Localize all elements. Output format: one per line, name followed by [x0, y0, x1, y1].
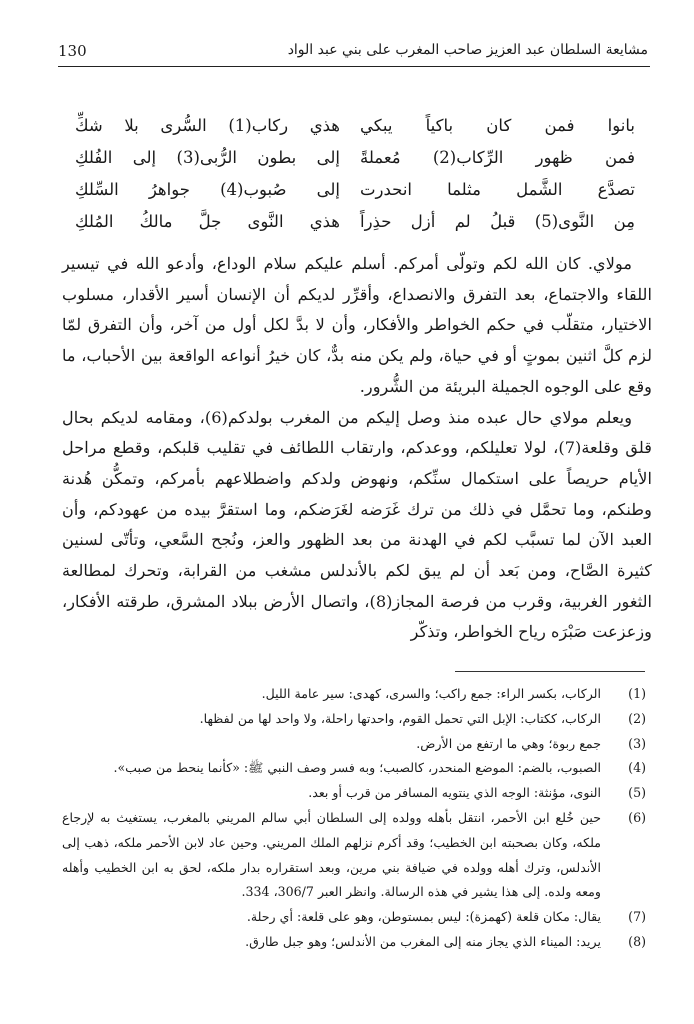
footnote: [62, 781, 646, 806]
footnote-number: (1): [628, 686, 646, 701]
footnote: [62, 732, 646, 757]
footnote-number: (7): [628, 909, 646, 925]
verse-line: [75, 180, 635, 210]
page-number: 130: [58, 42, 87, 60]
paragraph: ويعلم مولاي حال عبده منذ وصل إليكم من المغرب بولدكم(6)، ومقامه لديكم بحال قلق وقلعة(7)، لولا تعليلكم، ووعدكم، وارتقاب اللطائف في تقليب قلبكم، وقطع مراحل الأيام حريصاً على استكمال سنِّكم، ونهوض ولدكم واضطلاعهم بأمركم، وتمكُّن هُدنة وطنكم، وما تحمَّل في ذلك من ترك غَرَضه لغَرَضكم، وما استقرَّ بيده من عهودكم، وأن العبد الآن لما تسبَّب لكم في الهدنة من بعد الظهور والعز، ونُجح السَّعي، وتأتّى لسنين كثيرة الصَّاح، ومن بَعد أن لم يبق لكم بالأندلس مشغب من القرابة، وتحرك لمطالعة الثغور الغربية، وقرب من فرصة المجاز(8)، واتصال الأرض ببلاد المشرق، طرقته الأفكار، وزعزعت صَبْرَه رياح الخواطر، وتذكّر: [62, 407, 653, 642]
footnote-text: النوى، مؤنثة: الوجه الذي ينتويه المسافر من قرب أو بعد.: [308, 785, 601, 801]
footnote-text: الصبوب، بالضم: الموضع المنحدر، كالصبب؛ وبه فسر وصف النبي ﷺ: «كأنما ينحط من صبب».: [113, 760, 601, 776]
footnote-number: (6): [628, 809, 646, 825]
footnotes: [62, 682, 646, 955]
footnote-number: (8): [628, 933, 646, 949]
footnote-number: (4): [628, 760, 646, 776]
footnote-rule: [455, 671, 645, 672]
header-rule: [58, 66, 650, 67]
page-header: [58, 40, 648, 64]
verse-hemistich-first: فمن ظهور الرِّكاب(2) مُعملةً: [360, 148, 635, 167]
paragraph: مولاي. كان الله لكم وتولّى أمركم. أسلم عليكم سلام الوداع، وأدعو الله في تيسير اللقاء والاجتماع، بعد التفرق والانصداع، وأقرِّر لديكم أن الإنسان أسير الأقدار، مسلوب الاختيار، متقلّب في حكم الخواطر والأفكار، وأن لا بدَّ لكل أول من آخر، وأن التفرق لمّا لزم كلَّ اثنين بموتٍ أو في حياة، ولم يكن منه بدٌّ، كان خيرُ أنواعه الواقعة بين الأحباب، ما وقع على الوجوه الجميلة البريئة من الشُّرور.: [62, 254, 652, 396]
footnote-number: (5): [628, 785, 646, 801]
verse-line: [75, 116, 635, 146]
footnote-text: الركاب، بكسر الراء: جمع راكب؛ والسرى، كهدى: سير عامة الليل.: [261, 686, 601, 701]
verse-hemistich-second: إلى صُبوب(4) جواهرُ السِّلكِ: [75, 180, 340, 199]
verse-hemistich-first: مِن النَّوى(5) قبلُ لم أزل حذِراً: [360, 212, 635, 231]
running-title: مشايعة السلطان عبد العزيز صاحب المغرب على بني عبد الواد: [287, 42, 648, 58]
verse-hemistich-second: هذي ركاب(1) السُّرى بلا شكِّ: [75, 116, 340, 135]
footnote-text: يريد: الميناء الذي يجاز منه إلى المغرب من الأندلس؛ وهو جبل طارق.: [245, 933, 601, 949]
footnote-text: حين خُلع ابن الأحمر، انتقل بأهله وولده إلى السلطان أبي سالم المريني بالمغرب، يستغيث به لإرجاع ملكه، وكان بصحبته ابن الخطيب؛ وقد أكرم نزلهم الملك المريني. وحين عاد لابن الأحمر ملكه، ذهب إلى الأندلس، وترك أهله وولده في ضيافة بني مرين، وبعد استقراره بدار ملكه، لحق به ابن الخطيب وأهله ومعه ولده. إلى هذا يشير في هذه الرسالة. وانظر العبر 306/7، 334.: [62, 809, 601, 900]
verse-line: [75, 148, 635, 178]
footnote-text: يقال: مكان قلعة (كهمزة): ليس بمستوطن، وهو على قلعة: أي رحلة.: [246, 909, 601, 925]
verse-hemistich-second: إلى بطون الرُّبى(3) إلى الفُلكِ: [75, 148, 340, 167]
footnote-number: (3): [628, 735, 646, 751]
verse-hemistich-first: بانوا فمن كان باكياً يبكي: [360, 116, 635, 135]
main-text: [62, 249, 652, 648]
footnote-text: جمع ربوة؛ وهي ما ارتفع من الأرض.: [416, 735, 601, 751]
footnote: [62, 930, 646, 955]
footnote-number: (2): [628, 710, 646, 726]
footnote: [62, 806, 646, 905]
verse-hemistich-first: تصدَّع الشَّمل مثلما انحدرت: [360, 180, 635, 199]
verse-hemistich-second: هذي النَّوى جلَّ مالكُ المُلكِ: [75, 212, 340, 231]
footnote: [62, 682, 646, 707]
footnote-text: الركاب، ككتاب: الإبل التي تحمل القوم، واحدتها راحلة، ولا واحد لها من لفظها.: [199, 710, 601, 726]
footnote: [62, 756, 646, 781]
footnote: [62, 905, 646, 930]
footnote: [62, 707, 646, 732]
verse-line: [75, 212, 635, 242]
